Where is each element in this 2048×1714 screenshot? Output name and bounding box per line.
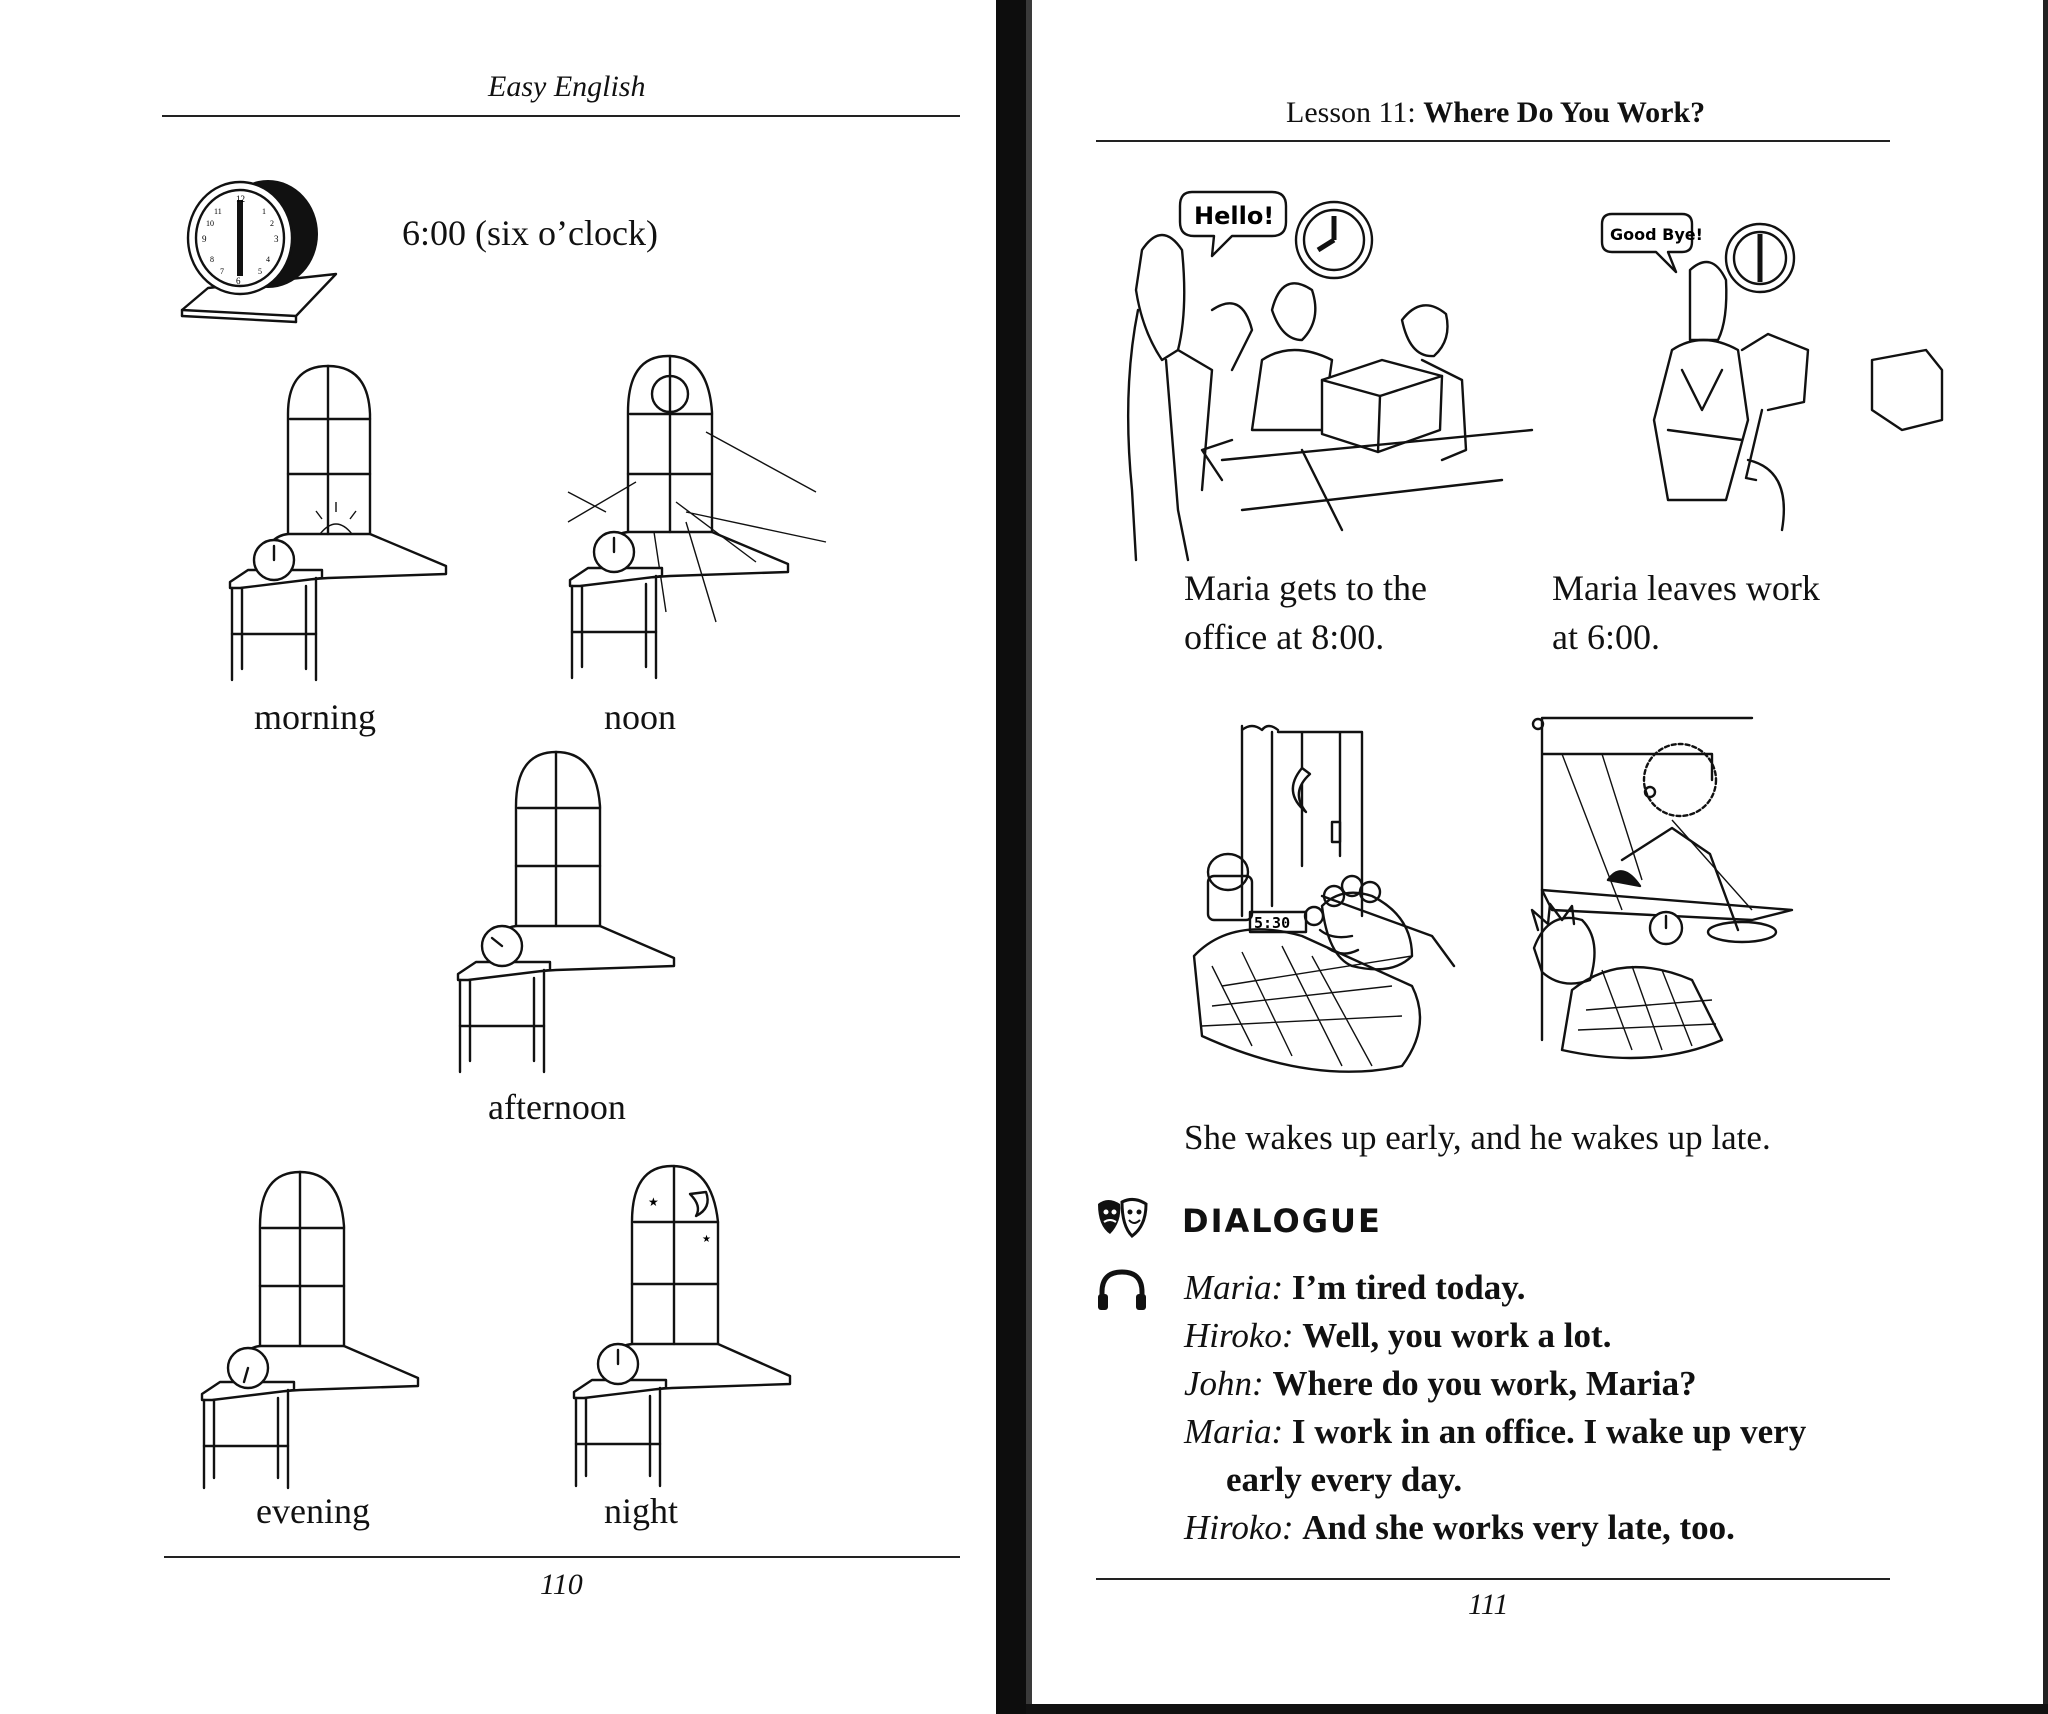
late-riser-illustration (1502, 710, 1802, 1090)
caption-arrive-line2: office at 8:00. (1184, 617, 1385, 657)
noon-window-illustration (566, 352, 826, 682)
footer-rule (164, 1556, 960, 1558)
dialogue-heading: DIALOGUE (1182, 1202, 1382, 1240)
speaker-name: Hiroko: (1184, 1316, 1294, 1355)
right-page (1032, 0, 2042, 1714)
evening-window-illustration (200, 1170, 430, 1490)
svg-text:12: 12 (236, 194, 245, 204)
svg-text:7: 7 (220, 267, 224, 276)
dialogue-line-5 (1226, 1460, 1462, 1500)
right-page-number: 111 (1468, 1588, 1509, 1621)
speech-text: I work in an office. I wake up very (1291, 1412, 1807, 1451)
svg-text:9: 9 (202, 234, 207, 244)
speaker-name: John: (1184, 1364, 1264, 1403)
clock-time-label: 6:00 (six o’clock) (402, 213, 658, 253)
dialogue-line-3 (1184, 1364, 1697, 1404)
night-window-illustration (572, 1164, 802, 1490)
afternoon-window-illustration (456, 750, 686, 1076)
dialogue-line-1 (1184, 1268, 1526, 1308)
early-riser-illustration (1192, 716, 1472, 1086)
svg-text:Hello!: Hello! (1194, 202, 1275, 230)
caption-leave-line1: Maria leaves work (1552, 568, 1820, 608)
dialogue-line-6 (1184, 1508, 1735, 1548)
dialogue-line-4 (1184, 1412, 1806, 1452)
svg-text:3: 3 (274, 234, 279, 244)
lesson-title: Where Do You Work? (1423, 96, 1706, 129)
label-morning: morning (254, 697, 376, 737)
alarm-clock-display: 5:30 (1254, 914, 1291, 932)
svg-text:1: 1 (262, 207, 266, 216)
footer-rule (1096, 1578, 1890, 1580)
alarm-clock-illustration (178, 178, 348, 323)
label-afternoon: afternoon (488, 1087, 626, 1127)
headphones-icon (1096, 1268, 1148, 1312)
left-running-header: Easy English (488, 70, 646, 103)
caption-leave (1552, 564, 1820, 662)
speech-text: And she works very late, too. (1302, 1508, 1735, 1547)
right-running-header (1286, 96, 1705, 130)
page-right-edge (2043, 0, 2048, 1714)
caption-arrive-line1: Maria gets to the (1184, 568, 1427, 608)
svg-text:★: ★ (702, 1234, 711, 1245)
morning-window-illustration (228, 364, 458, 684)
office-leaving-illustration (1572, 210, 1952, 530)
svg-text:8: 8 (210, 255, 214, 264)
dialogue-masks-icon (1094, 1196, 1150, 1242)
speaker-name: Hiroko: (1184, 1508, 1294, 1547)
left-page-number: 110 (540, 1568, 583, 1601)
speech-text: early every day. (1226, 1460, 1463, 1499)
speech-text: Well, you work a lot. (1302, 1316, 1612, 1355)
office-arrival-illustration (1122, 190, 1552, 570)
header-rule (1096, 140, 1890, 142)
caption-leave-line2: at 6:00. (1552, 617, 1660, 657)
svg-text:★: ★ (648, 1195, 659, 1209)
speech-text: Where do you work, Maria? (1272, 1364, 1697, 1403)
caption-arrive (1184, 564, 1427, 662)
page-bottom-edge (1026, 1704, 2048, 1714)
speech-text: I’m tired today. (1291, 1268, 1526, 1307)
svg-text:5: 5 (258, 267, 262, 276)
lesson-number: Lesson 11: (1286, 96, 1424, 129)
speaker-name: Maria: (1184, 1412, 1284, 1451)
label-night: night (604, 1491, 679, 1531)
svg-text:4: 4 (266, 255, 270, 264)
svg-text:10: 10 (206, 219, 214, 228)
label-noon: noon (604, 697, 676, 737)
left-page (0, 0, 1010, 1714)
svg-text:Good Bye!: Good Bye! (1610, 225, 1703, 244)
header-rule (162, 115, 960, 117)
dialogue-line-2 (1184, 1316, 1611, 1356)
svg-text:11: 11 (214, 207, 222, 216)
svg-text:2: 2 (270, 219, 274, 228)
book-spine (996, 0, 1026, 1714)
label-evening: evening (256, 1491, 370, 1531)
svg-text:6: 6 (236, 276, 241, 286)
caption-wake-up: She wakes up early, and he wakes up late. (1184, 1118, 1771, 1157)
speaker-name: Maria: (1184, 1268, 1284, 1307)
